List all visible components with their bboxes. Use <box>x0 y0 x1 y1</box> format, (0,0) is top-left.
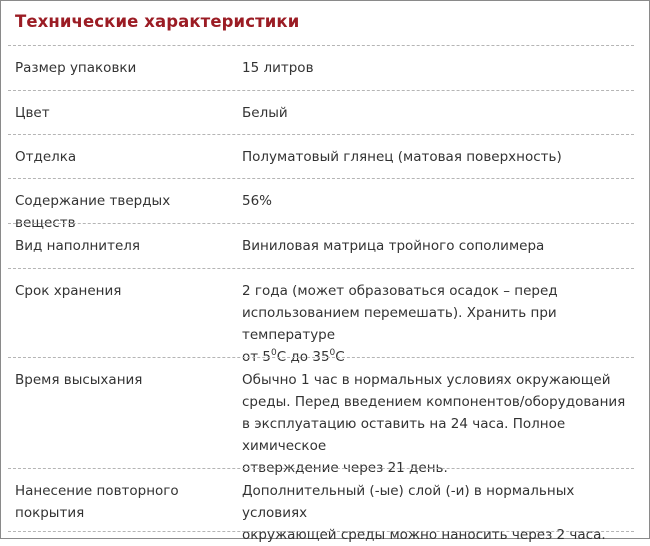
temp-mid: C до 35 <box>276 349 330 365</box>
value-line: окружающей среды можно наносить через 2 часа. <box>242 527 606 543</box>
value-line: 2 года (может образоваться осадок – перед <box>242 283 558 299</box>
value-line: использованием перемешать). Хранить при температуре <box>242 305 557 343</box>
section-title: Технические характеристики <box>15 12 300 31</box>
row-label: Срок хранения <box>15 283 122 299</box>
row-value: Виниловая матрица тройного сополимера <box>242 238 545 254</box>
row-value: 56% <box>242 193 273 209</box>
row-label: Размер упаковки <box>15 60 137 76</box>
value-line: Обычно 1 час в нормальных условиях окружающей <box>242 372 611 388</box>
row-label: Вид наполнителя <box>15 238 140 254</box>
row-value: 15 литров <box>242 60 314 76</box>
value-line: в эксплуатацию оставить на 24 часа. Полное химическое <box>242 416 566 454</box>
value-line: среды. Перед введением компонентов/оборудования <box>242 394 626 410</box>
label-line: покрытия <box>15 505 85 521</box>
value-line: Дополнительный (-ые) слой (-и) в нормальных условиях <box>242 483 575 521</box>
table-row <box>8 268 634 365</box>
row-label: Содержание твердых веществ <box>15 193 171 231</box>
row-label: Отделка <box>15 149 77 165</box>
table-row <box>8 90 634 134</box>
row-value <box>242 280 642 368</box>
table-row <box>8 357 634 476</box>
temp-prefix: от 5 <box>242 349 272 365</box>
label-line: Нанесение повторного <box>15 483 179 499</box>
degree-mark: 0 <box>271 347 277 358</box>
row-value: Белый <box>242 105 288 121</box>
table-row <box>8 223 634 268</box>
row-label <box>15 480 230 524</box>
row-value <box>242 369 642 479</box>
table-row <box>8 134 634 178</box>
table-row <box>8 178 634 231</box>
row-label: Цвет <box>15 105 50 121</box>
temp-suffix: C <box>335 349 345 365</box>
value-line: отверждение через 21 день. <box>242 460 448 476</box>
row-label: Время высыхания <box>15 372 143 388</box>
row-value <box>242 480 642 546</box>
table-row <box>8 45 634 90</box>
table-row <box>8 468 634 543</box>
degree-mark: 0 <box>329 347 336 358</box>
specs-table <box>8 45 634 543</box>
row-value: Полуматовый глянец (матовая поверхность) <box>242 149 562 165</box>
